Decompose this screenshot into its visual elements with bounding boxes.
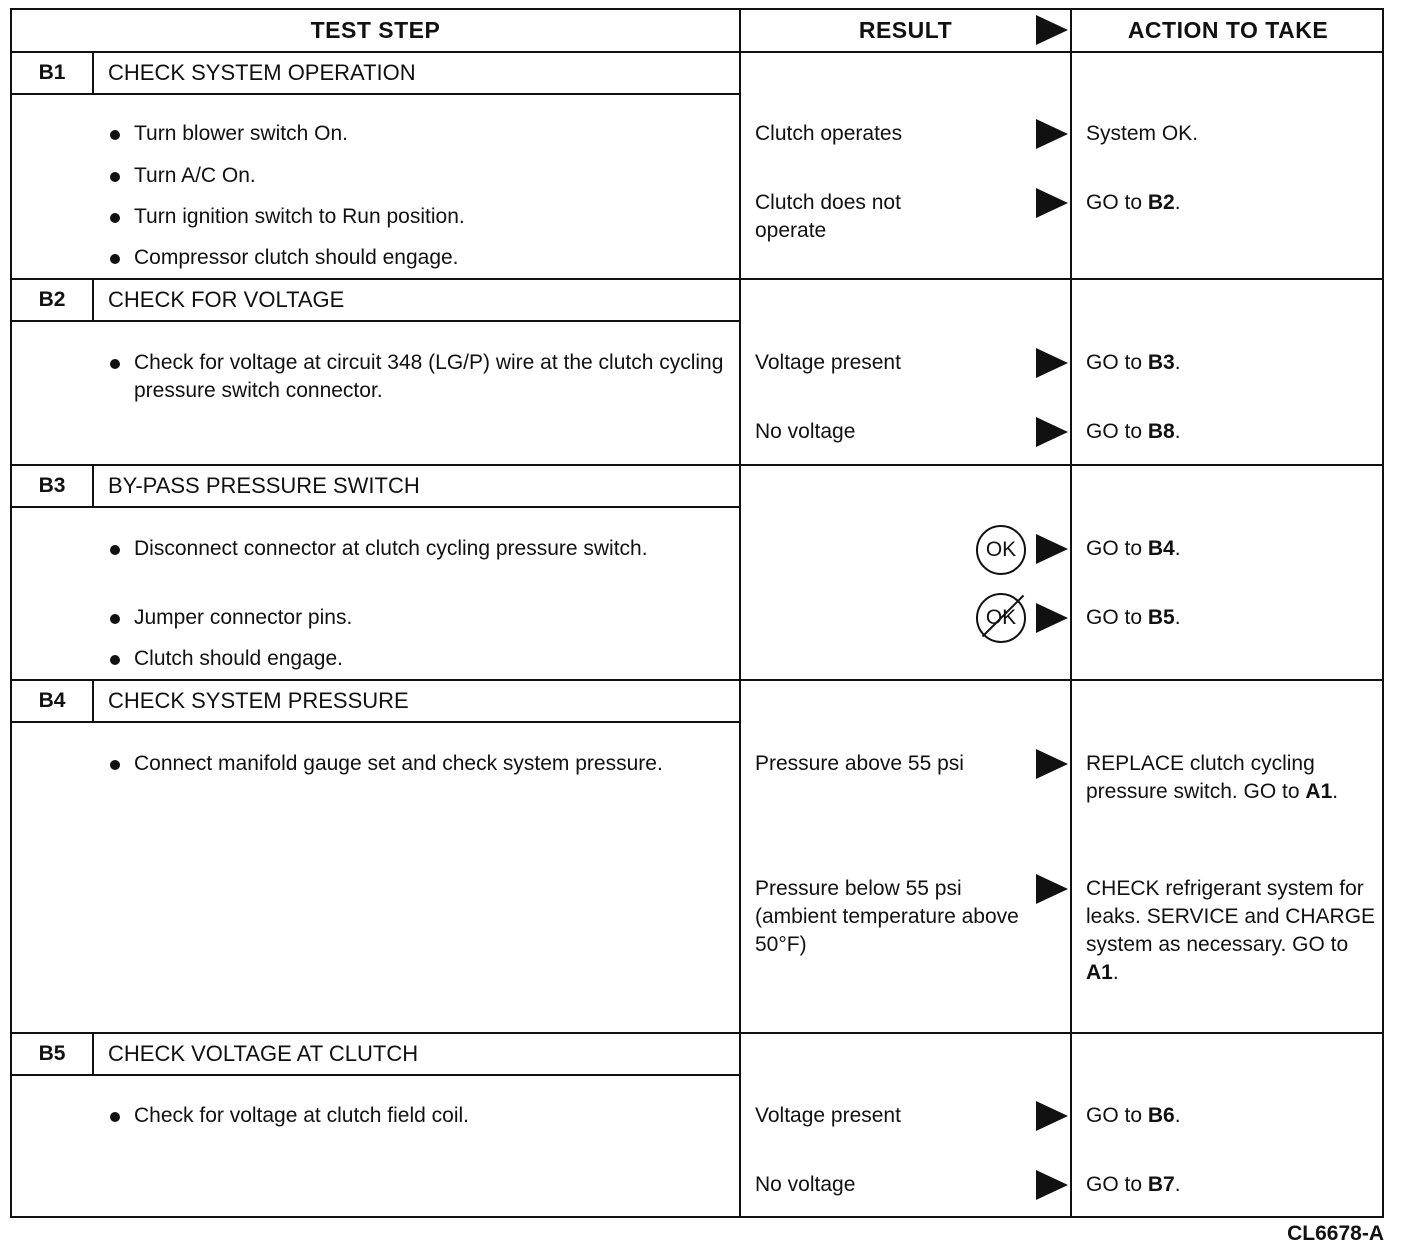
arrow-icon [1036, 874, 1068, 904]
id-divider [92, 53, 94, 93]
result-text: Clutch operates [755, 122, 903, 145]
step-title-b1: CHECK SYSTEM OPERATION [108, 60, 416, 85]
step-title-b4: CHECK SYSTEM PRESSURE [108, 688, 409, 713]
arrow-icon [1036, 1170, 1068, 1200]
arrow-icon [1036, 749, 1068, 779]
bullet-item: Check for voltage at clutch field coil. [134, 1102, 724, 1130]
action-text: GO to B3. [1086, 351, 1181, 374]
bullet-item: Jumper connector pins. [134, 604, 694, 632]
result-text: Voltage present [755, 1104, 901, 1127]
figure-code: CL6678-A [1287, 1222, 1384, 1245]
action-text: GO to B6. [1086, 1104, 1181, 1127]
step-title-b3: BY-PASS PRESSURE SWITCH [108, 473, 420, 498]
title-divider [12, 1074, 739, 1076]
result-text: Clutch does not operate [755, 191, 901, 242]
header-test-step: TEST STEP [310, 17, 441, 43]
step-id-b2: B2 [38, 288, 66, 311]
header-action: ACTION TO TAKE [1127, 17, 1329, 43]
arrow-icon [1036, 119, 1068, 149]
bullet-item: Turn blower switch On. [134, 120, 724, 148]
result-text: Pressure below 55 psi (ambient temperature above 50°F) [755, 877, 1019, 956]
column-divider [1070, 10, 1072, 1216]
action-text: GO to B2. [1086, 191, 1181, 214]
bullet-item: Check for voltage at circuit 348 (LG/P) wire at the clutch cycling pressure switch connector. [134, 349, 724, 405]
diagnostic-table [10, 8, 1384, 1218]
bullet-item: Turn A/C On. [134, 162, 724, 190]
action-text: GO to B4. [1086, 537, 1181, 560]
step-id-b3: B3 [38, 474, 66, 497]
arrow-icon [1036, 603, 1068, 633]
id-divider [92, 466, 94, 506]
bullet-item: Compressor clutch should engage. [134, 244, 724, 272]
ok-icon: OK [976, 525, 1026, 575]
result-text: No voltage [755, 1173, 856, 1196]
step-id-b5: B5 [38, 1042, 66, 1065]
step-title-b2: CHECK FOR VOLTAGE [108, 287, 345, 312]
header-result: RESULT [858, 17, 953, 43]
step-title-b5: CHECK VOLTAGE AT CLUTCH [108, 1041, 419, 1066]
bullet-item: Connect manifold gauge set and check system pressure. [134, 750, 694, 778]
header-arrow-icon [1036, 15, 1068, 45]
title-divider [12, 320, 739, 322]
bullet-item: Clutch should engage. [134, 645, 694, 673]
bullet-item: Disconnect connector at clutch cycling pressure switch. [134, 535, 694, 563]
arrow-icon [1036, 417, 1068, 447]
arrow-icon [1036, 534, 1068, 564]
id-divider [92, 1034, 94, 1074]
arrow-icon [1036, 348, 1068, 378]
action-text: GO to B7. [1086, 1173, 1181, 1196]
result-text: Pressure above 55 psi [755, 752, 964, 775]
arrow-icon [1036, 188, 1068, 218]
result-text: No voltage [755, 420, 856, 443]
action-text: GO to B5. [1086, 606, 1181, 629]
result-text: Voltage present [755, 351, 901, 374]
id-divider [92, 280, 94, 320]
step-id-b1: B1 [38, 61, 66, 84]
not-ok-icon: OK [976, 593, 1026, 643]
title-divider [12, 93, 739, 95]
step-id-b4: B4 [38, 689, 66, 712]
title-divider [12, 506, 739, 508]
action-text: GO to B8. [1086, 420, 1181, 443]
arrow-icon [1036, 1101, 1068, 1131]
title-divider [12, 721, 739, 723]
action-text: CHECK refrigerant system for leaks. SERVICE and CHARGE system as necessary. GO to A1. [1086, 877, 1376, 984]
bullet-item: Turn ignition switch to Run position. [134, 203, 724, 231]
column-divider [739, 10, 741, 1216]
action-text: REPLACE clutch cycling pressure switch. GO to A1. [1086, 752, 1339, 803]
action-text: System OK. [1086, 122, 1199, 145]
id-divider [92, 681, 94, 721]
